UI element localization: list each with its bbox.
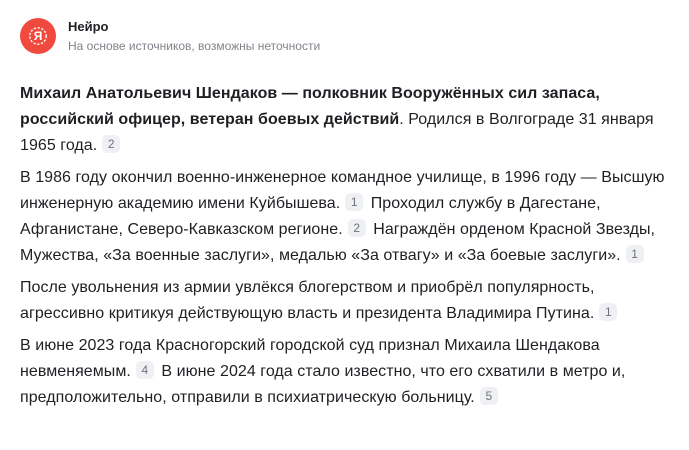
source-ref-badge[interactable]: 2 — [348, 219, 366, 237]
answer-text: В 1986 году окончил военно-инженерное командное училище, в 1996 году — Высшую инженерную академию имени Куйбышева. — [20, 169, 665, 212]
source-ref-badge[interactable]: 1 — [599, 303, 617, 321]
answer-text: . Родился в Волгограде 31 января 1965 года. — [20, 111, 654, 154]
answer-lead-bold: Михаил Анатольевич Шендаков — полковник Вооружённых сил запаса, российский офицер, ветеран боевых действий — [20, 85, 600, 128]
source-ref-badge[interactable]: 2 — [102, 135, 120, 153]
answer-text: Проходил службу в Дагестане, Афганистане, Северо-Кавказском регионе. — [20, 195, 601, 238]
answer-paragraph — [20, 81, 669, 159]
svg-text:Я: Я — [33, 29, 43, 44]
answer-text: В июне 2024 года стало известно, что его схватили в метро и, предположительно, отправили в психиатрическую больницу. — [20, 363, 626, 406]
source-ref-badge[interactable]: 4 — [136, 361, 154, 379]
answer-body — [20, 81, 669, 411]
answer-text: В июне 2023 года Красногорский городской суд признал Михаила Шендакова невменяемым. — [20, 337, 600, 380]
answer-paragraph — [20, 275, 669, 327]
answer-paragraph — [20, 165, 669, 269]
disclaimer-text: На основе источников, возможны неточности — [68, 39, 321, 53]
answer-text: Награждён орденом Красной Звезды, Мужества, «За военные заслуги», медалью «За отвагу» и «За боевые заслуги». — [20, 221, 656, 264]
source-ref-badge[interactable]: 1 — [345, 193, 363, 211]
brand-title: Нейро — [68, 19, 109, 34]
answer-text: После увольнения из армии увлёкся блогерством и приобрёл популярность, агрессивно критикуя действующую власть и президента Владимира Путина. — [20, 279, 595, 322]
source-ref-badge[interactable]: 1 — [626, 245, 644, 263]
source-ref-badge[interactable]: 5 — [480, 387, 498, 405]
answer-paragraph — [20, 333, 669, 411]
neuro-logo-icon — [20, 18, 56, 54]
answer-header — [20, 14, 669, 58]
